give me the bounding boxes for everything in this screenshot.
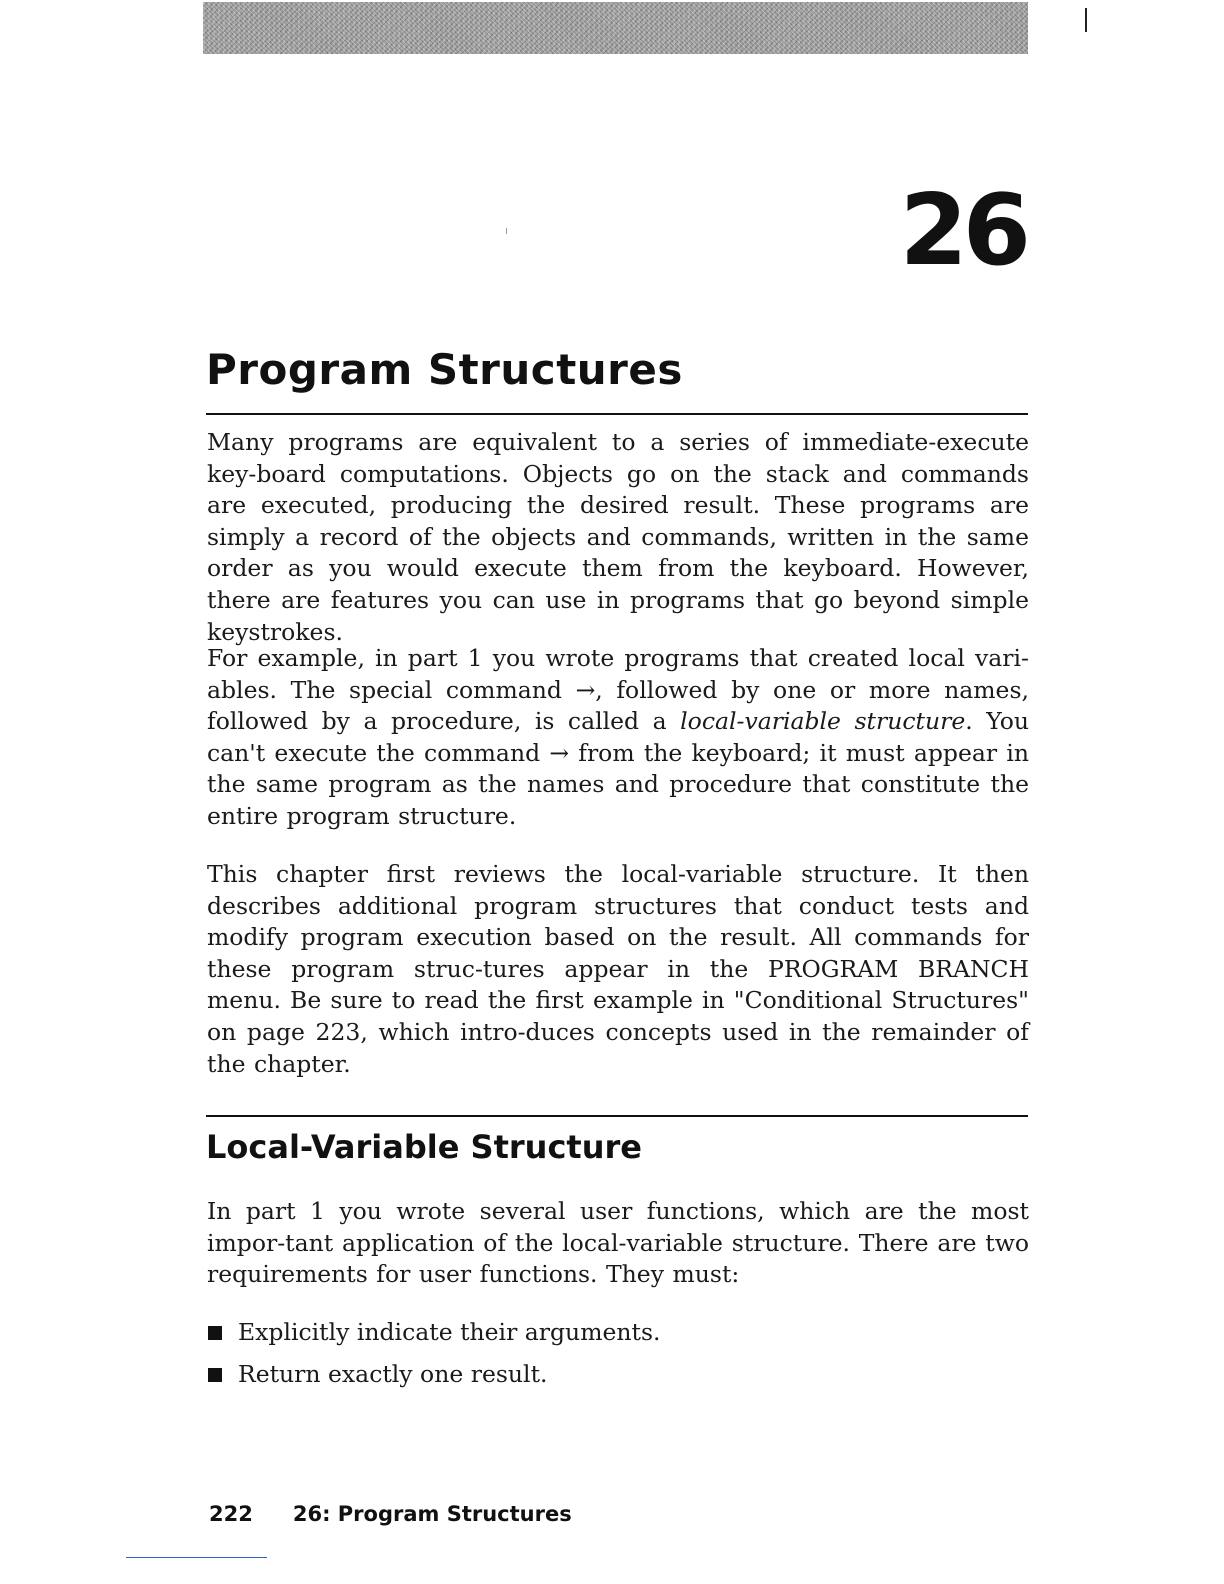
square-bullet-icon	[208, 1368, 222, 1382]
chapter-title: Program Structures	[206, 345, 683, 394]
page-footer	[209, 1502, 572, 1526]
section-title: Local-Variable Structure	[206, 1128, 642, 1166]
scan-artifact	[506, 228, 507, 234]
page-number: 222	[209, 1502, 253, 1526]
section-rule	[206, 1115, 1028, 1117]
requirements-list	[207, 1316, 661, 1400]
list-item	[207, 1358, 661, 1400]
section-paragraph-1: In part 1 you wrote several user functions, which are the most impor-tant application of the local-variable structure. There are two requirements for user functions. They must:	[207, 1197, 1029, 1289]
intro-paragraph-2-text-a: For example, in part 1 you wrote programs that created local vari-ables. The special command →, followed by one or more names, followed by a procedure, is called a	[207, 644, 1029, 736]
title-rule	[206, 413, 1028, 415]
margin-mark	[1085, 8, 1087, 32]
bottom-rule	[126, 1557, 267, 1558]
list-item-text: Explicitly indicate their arguments.	[238, 1318, 661, 1346]
list-item-text: Return exactly one result.	[238, 1360, 548, 1388]
running-title: 26: Program Structures	[292, 1502, 572, 1526]
intro-paragraph-1: Many programs are equivalent to a series of immediate-execute key-board computations. Objects go on the stack and commands are executed, producing the desired result. These programs are simply a record of the objects and commands, written in the same order as you would execute them from the keyboard. However, there are features you can use in programs that go beyond simple keystrokes.	[207, 428, 1029, 646]
local-variable-structure-term: local-variable structure	[680, 707, 966, 736]
list-item	[207, 1316, 661, 1358]
chapter-number: 26	[899, 174, 1026, 288]
intro-paragraph-2	[207, 643, 1029, 833]
intro-paragraph-3: This chapter first reviews the local-variable structure. It then describes additional program structures that conduct tests and modify program execution based on the result. All commands for these program struc-tures appear in the PROGRAM BRANCH menu. Be sure to read the first example in "Conditional Structures" on page 223, which intro-duces concepts used in the remainder of the chapter.	[207, 860, 1029, 1078]
header-texture-band	[203, 2, 1028, 54]
intro-paragraph-2-text-b: . You can't execute the command → from the keyboard; it must appear in the same program as the names and procedure that constitute the entire program structure.	[207, 707, 1030, 830]
square-bullet-icon	[208, 1326, 222, 1340]
